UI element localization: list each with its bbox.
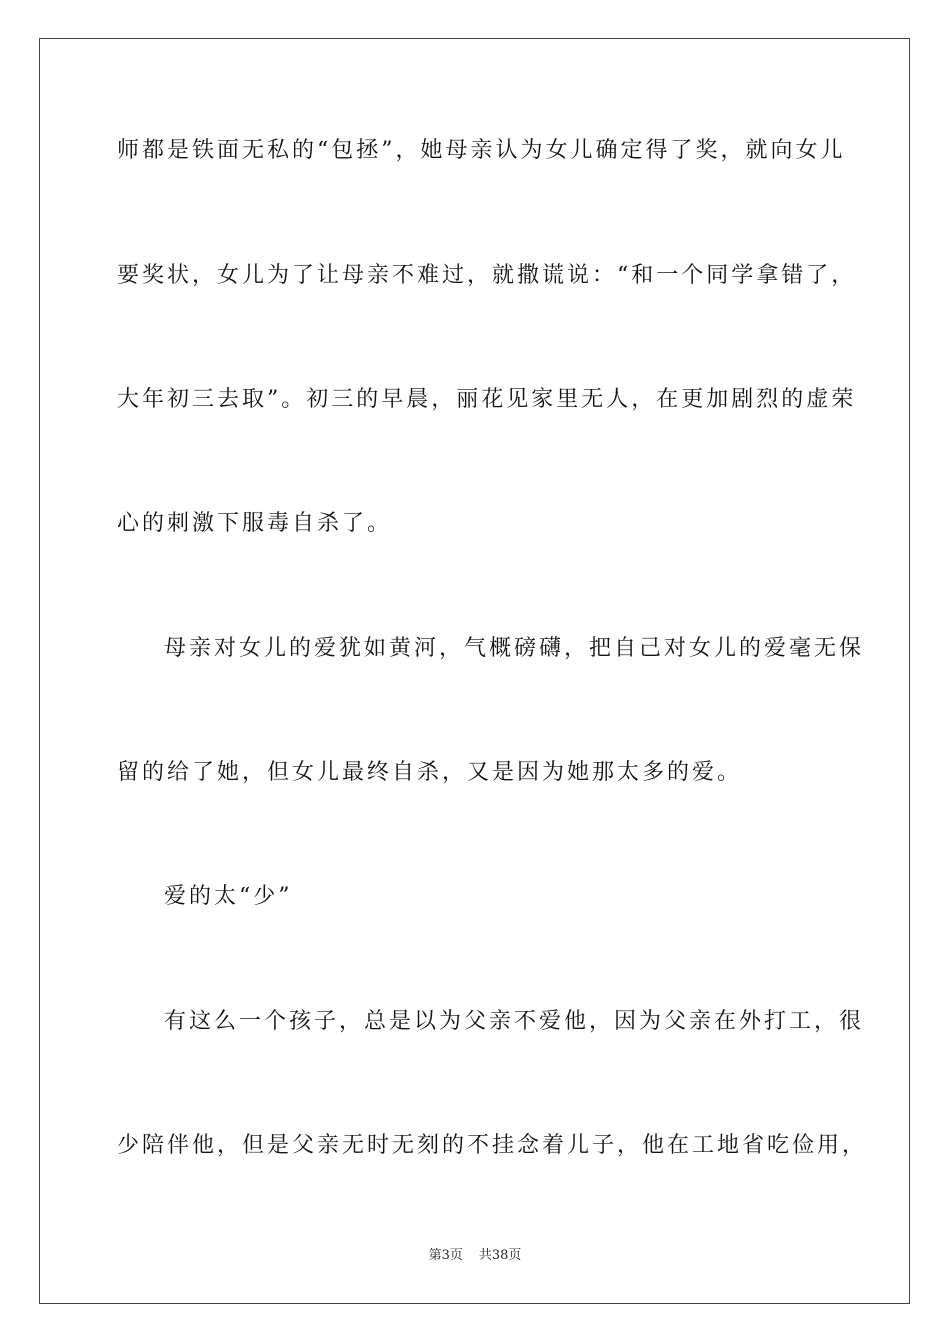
total-pages: 共38页 xyxy=(478,1248,522,1263)
body-text-line: 少陪伴他，但是父亲无时无刻的不挂念着儿子，他在工地省吃俭用， xyxy=(117,1133,868,1158)
body-text-line: 留的给了她，但女儿最终自杀，又是因为她那太多的爱。 xyxy=(117,760,743,785)
paragraph-first-line: 有这么一个孩子，总是以为父亲不爱他，因为父亲在外打工，很 xyxy=(164,1009,865,1034)
section-heading: 爱的太“少” xyxy=(164,884,293,909)
body-text-line: 心的刺激下服毒自杀了。 xyxy=(117,511,393,536)
body-text-line: 师都是铁面无私的“包拯”，她母亲认为女儿确定得了奖，就向女儿 xyxy=(117,138,846,163)
page-footer xyxy=(0,1248,950,1264)
page-border xyxy=(39,38,910,1304)
current-page-number: 第3页 xyxy=(428,1248,463,1263)
body-text-line: 大年初三去取”。初三的早晨，丽花见家里无人，在更加剧烈的虚荣 xyxy=(117,387,857,412)
paragraph-first-line: 母亲对女儿的爱犹如黄河，气概磅礴，把自己对女儿的爱毫无保 xyxy=(164,636,865,661)
body-text-line: 要奖状，女儿为了让母亲不难过，就撒谎说：“和一个同学拿错了， xyxy=(117,263,857,288)
